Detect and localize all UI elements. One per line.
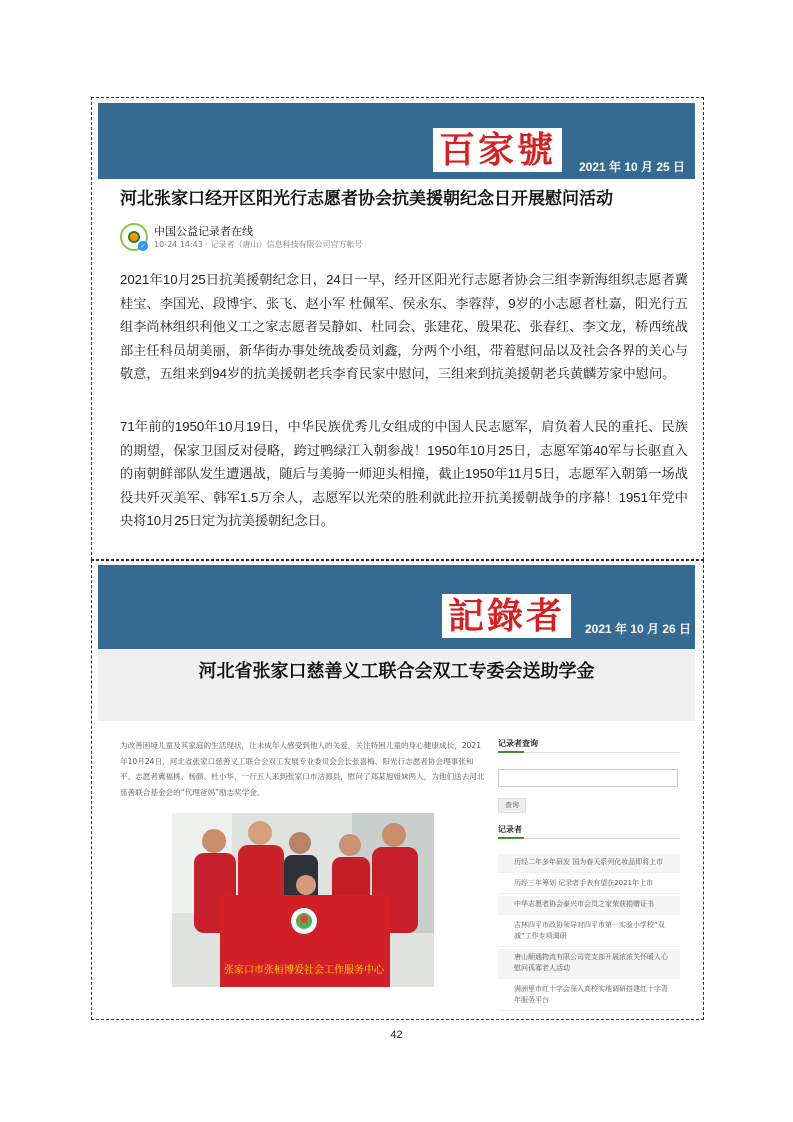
banner-date: 2021 年 10 月 25 日 (579, 160, 686, 174)
banner-date: 2021 年 10 月 26 日 (585, 622, 692, 636)
sidebar-news-item[interactable]: 吉林四平市政协领导对四平市第一实验小学校“双减”工作专项调研 (498, 917, 680, 947)
verified-icon: ✓ (138, 241, 148, 251)
flag-text: 张家口市张桓博爱社会工作服务中心 (224, 965, 384, 976)
sidebar-heading-search: 记录者查询 (498, 738, 680, 753)
author-name[interactable]: 中国公益记录者在线 (154, 225, 253, 238)
sidebar-news-item[interactable]: 历经三年筹划 记录者手表有望在2021年上市 (498, 875, 680, 894)
group-photo (172, 813, 434, 987)
author-meta: 10-24 14:43 · 记录者（唐山）信息科技有限公司官方帐号 (154, 240, 363, 249)
sidebar-news-list (498, 854, 680, 1013)
article-headline: 河北张家口经开区阳光行志愿者协会抗美援朝纪念日开展慰问活动 (120, 189, 613, 208)
masthead-logo: 記錄者 (442, 594, 571, 638)
article-headline: 河北省张家口慈善义工联合会双工专委会送助学金 (198, 661, 595, 681)
page-number: 42 (390, 1029, 403, 1041)
sidebar-heading-recorder: 记录者 (498, 824, 680, 839)
article-paragraph: 2021年10月25日抗美援朝纪念日，24日一早，经开区阳光行志愿者协会三组李新海组织志愿者冀桂宝、李国光、段博宇、张飞、赵小军 杜佩军、侯永东、李蓉萍，9岁的小志愿者杜嘉，阳光行五组李尚林组织利他义工之家志愿者吴静如、杜同会、张建花、殷果花、张春红、李文龙，桥西统战部主任科员胡美丽，新华街办事处统战委员刘鑫，分两个小组，带着慰问品以及社会各界的关心与敬意，五组来到94岁的抗美援朝老兵李育民家中慰问，三组来到抗美援朝老兵黄麟芳家中慰问。 (120, 272, 688, 382)
article-paragraph: 71年前的1950年10月19日，中华民族优秀儿女组成的中国人民志愿军，肩负着人民的重托、民族的期望，保家卫国反对侵略，跨过鸭绿江入朝参战！1950年10月25日，志愿军第40军与长驱直入的南朝鲜部队发生遭遇战，随后与美骑一师迎头相撞，截止1950年11月5日，志愿军入朝第一场战役共歼灭美军、韩军1.5万余人，志愿军以光荣的胜利就此拉开抗美援朝战争的序幕！1951年党中央将10月25日定为抗美援朝纪念日。 (120, 419, 688, 529)
person-figure (296, 875, 316, 895)
sidebar-news-item[interactable]: 满洲里市红十字会深入高校实地调研搭建红十字青年服务平台 (498, 981, 680, 1011)
sidebar-news-item[interactable]: 唐山顺通物流有限公司党支部开展浓浓关怀暖人心慰问孤寡老人活动 (498, 949, 680, 979)
masthead-logo: 百家號 (433, 128, 562, 172)
web-article-body: 为改善困境儿童及其家庭的生活现状，让未成年人感受到他人的关爱，关注特困儿童的身心健康成长，2021年10月24日，河北省张家口慈善义工联合会双工发展专业委员会会长张喜梅、阳光行志愿者协会理事张和平、志愿者冀福桃、杨颜、杜小华、一行五人来到张家口市沽源县，慰问了郑某旭姐妹两人，为他们送去河北慈善联合基金会的“代理爸妈”励志奖学金。 (120, 741, 485, 797)
search-button[interactable]: 查询 (498, 798, 526, 813)
search-input[interactable] (498, 769, 678, 787)
sidebar-news-item[interactable]: 历经二年多年研发 国为春天系列化妆品即将上市 (498, 854, 680, 873)
sidebar-news-item[interactable]: 中华志愿者协会泰兴市会员之家荣获捐赠证书 (498, 896, 680, 915)
